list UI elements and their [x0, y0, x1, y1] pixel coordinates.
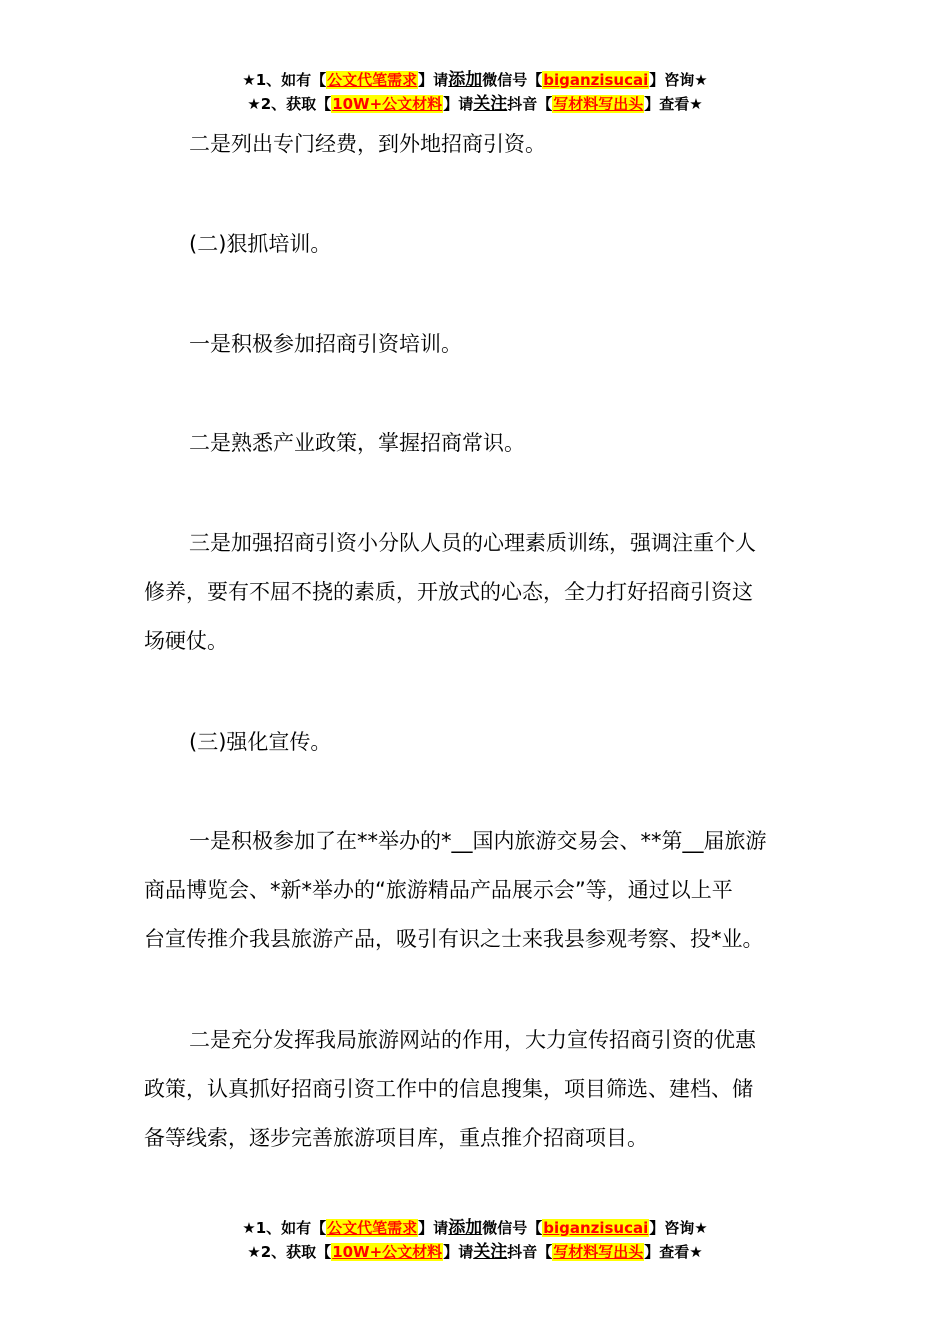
section-heading: [144, 220, 331, 269]
highlight-text: 写材料写出头: [553, 95, 644, 113]
footer-banner: [0, 1216, 950, 1264]
text-line: 修养，要有不屈不挠的素质，开放式的心态，全力打好招商引资这: [144, 580, 753, 604]
text-line: 备等线索，逐步完善旅游项目库，重点推介招商项目。: [144, 1126, 648, 1150]
paragraph: [144, 320, 462, 369]
underlined-text: 关注: [473, 1242, 508, 1262]
text-line: 商品博览会、*新*举办的“旅游精品产品展示会”等，通过以上平: [144, 878, 733, 902]
underlined-text: 添加: [448, 70, 483, 90]
paragraph: [144, 120, 546, 169]
footer-banner-line-1: ★1、如有【公文代笔需求】请添加微信号【biganzisucai】咨询★: [242, 1218, 708, 1238]
text-line: 一是积极参加招商引资培训。: [189, 332, 462, 356]
text-line: 二是熟悉产业政策，掌握招商常识。: [189, 431, 525, 455]
text-line: 一是积极参加了在**举办的*__国内旅游交易会、**第__届旅游: [189, 829, 767, 853]
paragraph: [144, 817, 767, 964]
underlined-text: 关注: [473, 94, 508, 114]
text-line: (三)强化宣传。: [189, 730, 332, 754]
header-banner: [0, 68, 950, 116]
header-banner-line-2: ★2、获取【10W+公文材料】请关注抖音【写材料写出头】查看★: [247, 94, 703, 114]
text-line: (二)狠抓培训。: [189, 232, 332, 256]
section-heading: [144, 718, 331, 767]
highlight-text: 写材料写出头: [553, 1243, 644, 1261]
text-line: 政策，认真抓好招商引资工作中的信息搜集，项目筛选、建档、储: [144, 1077, 753, 1101]
paragraph: [144, 1016, 756, 1163]
text-line: 三是加强招商引资小分队人员的心理素质训练，强调注重个人: [189, 531, 756, 555]
underlined-text: 添加: [448, 1218, 483, 1238]
highlight-text: biganzisucai: [543, 71, 649, 89]
footer-banner-line-2: ★2、获取【10W+公文材料】请关注抖音【写材料写出头】查看★: [247, 1242, 703, 1262]
highlight-text: 公文代笔需求: [327, 71, 418, 89]
highlight-text: 10W+公文材料: [332, 1243, 443, 1261]
text-line: 二是列出专门经费，到外地招商引资。: [189, 132, 546, 156]
highlight-text: 10W+公文材料: [332, 95, 443, 113]
paragraph: [144, 519, 756, 666]
text-line: 二是充分发挥我局旅游网站的作用，大力宣传招商引资的优惠: [189, 1028, 756, 1052]
text-line: 台宣传推介我县旅游产品，吸引有识之士来我县参观考察、投*业。: [144, 927, 764, 951]
highlight-text: 公文代笔需求: [327, 1219, 418, 1237]
paragraph: [144, 419, 525, 468]
text-line: 场硬仗。: [144, 629, 228, 653]
highlight-text: biganzisucai: [543, 1219, 649, 1237]
header-banner-line-1: ★1、如有【公文代笔需求】请添加微信号【biganzisucai】咨询★: [242, 70, 708, 90]
